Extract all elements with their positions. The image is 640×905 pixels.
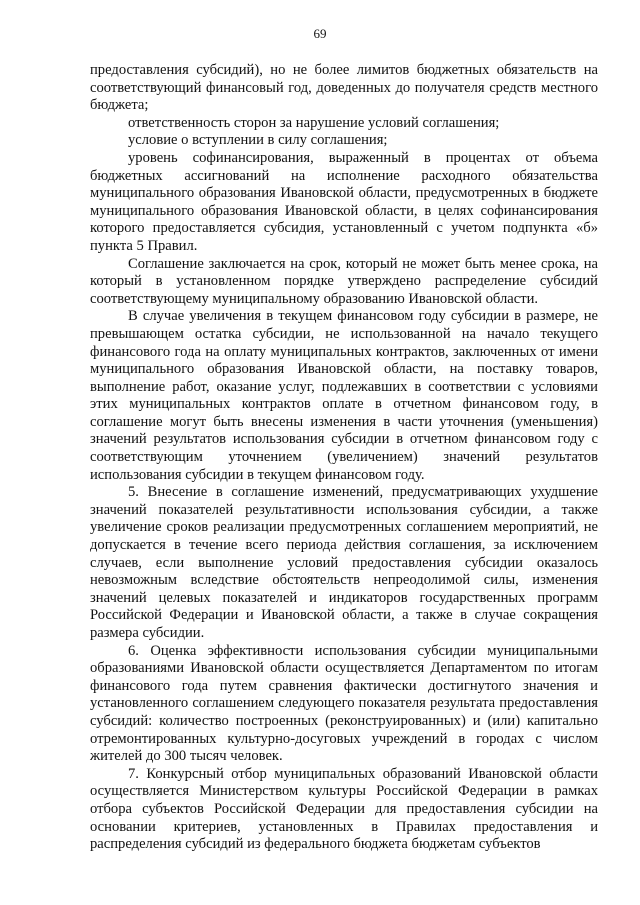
paragraph: ответственность сторон за нарушение условий соглашения;: [128, 114, 500, 131]
paragraph: 7. Конкурсный отбор муниципальных образований Ивановской области осуществляется Министерством культуры Российской Федерации в рамках отбора субъектов Российской Федерации для предоставления субсидии на основании критериев, установленных в Правилах предоставления и распределения субсидий из федерального бюджета бюджетам субъектов: [90, 765, 598, 853]
paragraph: уровень софинансирования, выраженный в процентах от объема бюджетных ассигнований на исполнение расходного обязательства муниципального образования Ивановской области, предусмотренных в бюджете муниципального образования Ивановской области, в целях софинансирования которого предоставляется субсидия, установленный с учетом подпункта «б» пункта 5 Правил.: [90, 149, 598, 254]
page-number: 69: [313, 26, 327, 41]
paragraph: Соглашение заключается на срок, который не может быть менее срока, на который в установленном порядке утверждено распределение субсидий соответствующему муниципальному образованию Ивановской области.: [90, 255, 598, 307]
paragraph: В случае увеличения в текущем финансовом году субсидии в размере, не превышающем остатка субсидии, не использованной на начало текущего финансового года на оплату муниципальных контрактов, заключенных от имени муниципального образования Ивановской области, на поставку товаров, выполнение работ, оказание услуг, подлежавших в соответствии с условиями этих муниципальных контрактов оплате в отчетном финансовом году, в соглашение могут быть внесены изменения в части уточнения (уменьшения) значений результатов использования субсидии в отчетном финансовом году с соответствующим уточнением (увеличением) значений результатов использования субсидии в текущем финансовом году.: [90, 308, 598, 483]
paragraph: 5. Внесение в соглашение изменений, предусматривающих ухудшение значений показателей результативности использования субсидии, а также увеличение сроков реализации предусмотренных соглашением мероприятий, не допускается в течение всего периода действия соглашения, за исключением случаев, если выполнение условий предоставления субсидии оказалось невозможным вследствие обстоятельств непреодолимой силы, изменения значений целевых показателей и индикаторов государственных программ Российской Федерации и Ивановской области, а также в случае сокращения размера субсидии.: [90, 484, 598, 641]
document-body: [90, 62, 598, 854]
paragraph: 6. Оценка эффективности использования субсидии муниципальными образованиями Ивановской области осуществляется Департаментом по итогам финансового года путем сравнения фактически достигнутого значения и установленного соглашением следующего показателя результата предоставления субсидий: количество построенных (реконструированных) и (или) капитально отремонтированных культурно-досуговых учреждений в городах с числом жителей до 300 тысяч человек.: [90, 642, 598, 765]
paragraph: условие о вступлении в силу соглашения;: [128, 132, 388, 149]
paragraph: предоставления субсидий), но не более лимитов бюджетных обязательств на соответствующий финансовый год, доведенных до получателя средств местного бюджета;: [90, 62, 598, 114]
